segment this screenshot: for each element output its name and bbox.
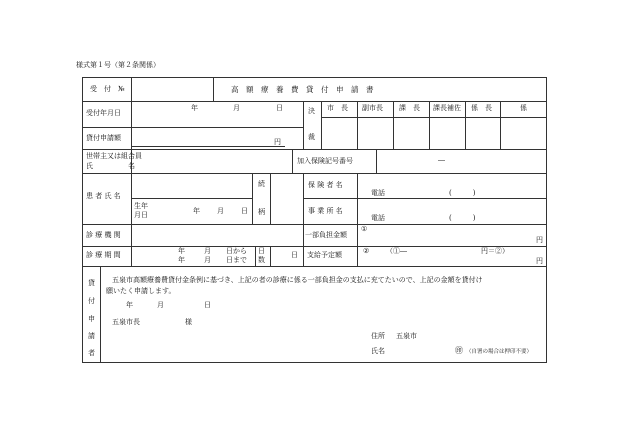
- address-value: 五泉市: [396, 332, 417, 340]
- apply-char-4: 請: [88, 332, 95, 340]
- relation-field[interactable]: [272, 175, 301, 222]
- apply-year-unit: 年: [126, 301, 133, 309]
- seal-box-subsection-chief[interactable]: [466, 118, 499, 148]
- planned-payment-field[interactable]: [410, 247, 478, 256]
- birth-label-2: 月日: [134, 211, 148, 219]
- copay-mark: ①: [361, 225, 368, 233]
- apply-month-unit: 月: [157, 301, 164, 309]
- apply-char-2: 付: [88, 297, 95, 305]
- patient-name-field[interactable]: [133, 175, 250, 197]
- loan-amount-label: 貸付申請額: [86, 134, 121, 142]
- statement-line-1: 五泉市高額療養費貸付金条例に基づき、上記の者の診療に係る一部負担金の支払に充てたいので、上記の金額を貸付け: [112, 276, 483, 284]
- loan-amount-field[interactable]: [133, 129, 273, 146]
- insurance-no-label: 加入保険記号番号: [297, 157, 353, 165]
- planned-formula-end: 円＝②）: [481, 247, 509, 255]
- apply-char-5: 者: [88, 349, 95, 357]
- name-label: 氏名: [371, 347, 385, 355]
- insurance-no-value: ―: [438, 156, 445, 164]
- period-to-year: 年: [178, 256, 185, 264]
- receipt-day-unit: 日: [276, 104, 283, 112]
- planned-payment-label: 支給予定額: [307, 251, 342, 259]
- days-field[interactable]: [272, 248, 290, 264]
- seal-box-section-chief[interactable]: [394, 118, 428, 148]
- hospital-field[interactable]: [133, 226, 301, 244]
- seal-box-staff[interactable]: [501, 118, 546, 148]
- form-title: 高 額 療 養 費 貸 付 申 請 書: [231, 85, 374, 94]
- apply-day-unit: 日: [204, 301, 211, 309]
- approver-mayor: 市 長: [327, 104, 348, 112]
- mayor-label: 五泉市長: [112, 318, 140, 326]
- approver-deputy-mayor: 副市長: [362, 104, 383, 112]
- receipt-month-unit: 月: [233, 104, 240, 112]
- head-name-field[interactable]: [157, 151, 290, 171]
- relation-label-2: 柄: [258, 208, 265, 216]
- copay-yen: 円: [536, 236, 543, 244]
- employer-name-field[interactable]: [359, 200, 545, 222]
- insurer-name-field[interactable]: [359, 175, 545, 197]
- planned-formula: （①―: [386, 247, 407, 255]
- receipt-no-label: 受 付 №: [90, 85, 125, 93]
- period-label: 診 療 期 間: [86, 251, 121, 259]
- seal-box-deputy-mayor[interactable]: [358, 118, 392, 148]
- decision-label-bottom: 裁: [308, 133, 315, 141]
- hospital-label: 診 療 機 関: [86, 231, 121, 239]
- head-label-name: 氏 名: [86, 162, 135, 170]
- birth-day-unit: 日: [241, 207, 248, 215]
- seal-box-assistant-chief[interactable]: [430, 118, 464, 148]
- days-unit: 日: [291, 251, 298, 259]
- employer-label: 事 業 所 名: [308, 207, 343, 215]
- apply-char-3: 申: [88, 315, 95, 323]
- receipt-year-unit: 年: [191, 104, 198, 112]
- planned-yen: 円: [536, 257, 543, 265]
- head-label: 世帯主又は組合員: [86, 152, 142, 160]
- seal-note: （自署の場合は押印不要）: [466, 349, 533, 355]
- loan-amount-yen: 円: [274, 138, 281, 146]
- period-from-year: 年: [178, 247, 185, 255]
- receipt-date-label: 受付年月日: [86, 109, 121, 117]
- approver-staff: 係: [520, 104, 527, 112]
- insurer-label: 保 険 者 名: [308, 181, 343, 189]
- birth-date-field[interactable]: [152, 200, 250, 222]
- apply-date-field[interactable]: [110, 300, 214, 310]
- days-label-1: 日: [258, 247, 265, 255]
- birth-year-unit: 年: [193, 207, 200, 215]
- approver-assistant-chief: 課長補佐: [433, 104, 461, 112]
- period-from-suffix: 日から: [226, 247, 247, 255]
- insurer-phone-parens: ( ): [449, 189, 476, 197]
- insurance-no-field[interactable]: [378, 151, 545, 171]
- planned-mark: ②: [363, 247, 370, 255]
- employer-phone-parens: ( ): [449, 214, 476, 222]
- period-to-suffix: 日まで: [226, 256, 247, 264]
- approver-section-chief: 課 長: [399, 104, 420, 112]
- receipt-no-field[interactable]: [133, 79, 211, 99]
- relation-label-1: 続: [258, 180, 265, 188]
- address-label: 住所: [371, 332, 385, 340]
- honorific: 様: [185, 318, 192, 326]
- birth-label-1: 生年: [134, 202, 148, 210]
- period-field[interactable]: [133, 247, 253, 265]
- apply-char-1: 貸: [88, 279, 95, 287]
- period-to-month: 月: [204, 256, 211, 264]
- applicant-name-field[interactable]: [390, 345, 450, 357]
- employer-phone-label: 電話: [371, 214, 385, 222]
- copay-field[interactable]: [372, 226, 532, 244]
- seal-box-mayor[interactable]: [322, 118, 356, 148]
- seal-mark: ㊞: [455, 346, 463, 355]
- address-field[interactable]: [420, 330, 540, 342]
- receipt-date-field[interactable]: [133, 103, 301, 125]
- period-from-month: 月: [204, 247, 211, 255]
- approver-subsection-chief: 係 長: [471, 104, 492, 112]
- decision-label-top: 決: [308, 107, 315, 115]
- form-label: 様式第１号（第２条関係）: [76, 61, 160, 69]
- patient-name-label: 患 者 氏 名: [86, 192, 121, 200]
- copay-label: 一部負担金額: [305, 231, 347, 239]
- birth-month-unit: 月: [217, 207, 224, 215]
- insurer-phone-label: 電話: [371, 189, 385, 197]
- days-label-2: 数: [258, 256, 265, 264]
- statement-line-2: 願いたく申請します。: [106, 287, 176, 295]
